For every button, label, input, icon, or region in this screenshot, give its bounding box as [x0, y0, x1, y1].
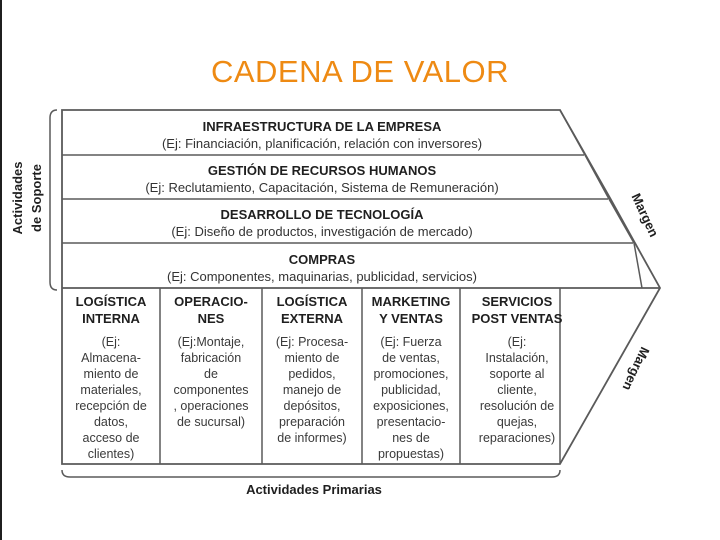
slide-title: CADENA DE VALOR [210, 54, 510, 89]
primary-activity-body-line: acceso de [82, 431, 140, 445]
primary-activity-body-line: cliente, [497, 383, 537, 397]
primary-activity-body-line: presentacio- [376, 415, 446, 429]
primary-activities [75, 294, 562, 461]
primary-activity-body-line: de sucursal) [176, 415, 246, 429]
support-activity-title: COMPRAS [288, 252, 356, 267]
primary-activity-body-line: componentes [173, 383, 249, 397]
primary-activity-body-line: miento de [284, 351, 340, 365]
primary-activity-body-line: depósitos, [283, 399, 341, 413]
support-activity-technology [171, 207, 472, 239]
primary-activity-title-line: EXTERNA [280, 311, 344, 326]
primary-activity-body-line: propuestas) [377, 447, 445, 461]
primary-activity-body-line: , operaciones [173, 399, 249, 413]
margin-label-upper: Margen [628, 190, 662, 240]
primary-activity-body-line: Instalación, [485, 351, 549, 365]
primary-activity-body-line: resolución de [479, 399, 555, 413]
primary-activity-body-line: (Ej: [507, 335, 527, 349]
margin-label-lower: Margen [619, 344, 653, 394]
primary-activity-body-line: manejo de [282, 383, 342, 397]
support-activity-hr [145, 163, 498, 195]
primary-activity-body-line: clientes) [87, 447, 135, 461]
support-activity-procurement [167, 252, 477, 284]
support-activity-title: GESTIÓN DE RECURSOS HUMANOS [207, 163, 437, 178]
primary-activity-body-line: (Ej: Procesa- [275, 335, 349, 349]
primary-activity-body-line: recepción de [75, 399, 147, 413]
primary-activity-body-line: publicidad, [381, 383, 441, 397]
primary-activity-body-line: datos, [93, 415, 129, 429]
primary-activity-body-line: pedidos, [288, 367, 336, 381]
primary-activity-title-line: Y VENTAS [379, 311, 443, 326]
support-activity-infrastructure [162, 119, 482, 151]
primary-activity-body-line: nes de [392, 431, 430, 445]
primary-activity-body-line: quejas, [496, 415, 538, 429]
primary-activity-body-line: de informes) [277, 431, 347, 445]
primary-label: Actividades Primarias [246, 482, 382, 497]
primary-activity-body-line: fabricación [180, 351, 242, 365]
primary-activity-title-line: MARKETING [371, 294, 451, 309]
support-label-line-2: de Soporte [29, 164, 44, 232]
primary-activity-body-line: (Ej: [101, 335, 121, 349]
primary-activity-title-line: POST VENTAS [471, 311, 563, 326]
support-bracket [50, 110, 57, 290]
primary-activity-body-line: soporte al [489, 367, 545, 381]
primary-activity-body-line: materiales, [80, 383, 142, 397]
primary-activity-body-line: (Ej: Fuerza [380, 335, 442, 349]
primary-activity-title-line: SERVICIOS [481, 294, 553, 309]
support-activity-example: (Ej: Reclutamiento, Capacitación, Sistema de Remuneración) [145, 180, 499, 195]
primary-activity-body-line: de [204, 367, 218, 381]
support-label [10, 162, 44, 235]
primary-activity-body-line: promociones, [373, 367, 449, 381]
primary-activity-outbound-logistics [276, 294, 348, 445]
support-activity-example: (Ej: Diseño de productos, investigación de mercado) [171, 224, 473, 239]
support-label-line-1: Actividades [10, 161, 25, 235]
support-activity-title: DESARROLLO DE TECNOLOGÍA [220, 207, 424, 222]
primary-activity-body-line: de ventas, [382, 351, 440, 365]
primary-activity-inbound-logistics [75, 294, 147, 461]
support-activity-title: INFRAESTRUCTURA DE LA EMPRESA [202, 119, 442, 134]
primary-activity-body-line: exposiciones, [373, 399, 449, 413]
primary-activity-title-line: LOGÍSTICA [276, 294, 348, 309]
primary-bracket [62, 470, 560, 477]
support-activity-example: (Ej: Componentes, maquinarias, publicidad, servicios) [167, 269, 477, 284]
primary-activity-body-line: preparación [278, 415, 346, 429]
primary-activity-body-line: (Ej:Montaje, [177, 335, 245, 349]
primary-activity-title-line: LOGÍSTICA [75, 294, 147, 309]
primary-activity-body-line: Almacena- [81, 351, 141, 365]
primary-activity-body-line: reparaciones) [478, 431, 556, 445]
primary-activity-after-sales-service [472, 294, 563, 445]
primary-activity-operations [173, 294, 248, 429]
primary-activity-body-line: miento de [83, 367, 139, 381]
support-activity-example: (Ej: Financiación, planificación, relación con inversores) [161, 136, 483, 151]
primary-activity-marketing-sales [372, 294, 451, 461]
primary-activity-title-line: NES [197, 311, 225, 326]
primary-activity-title-line: OPERACIO- [174, 294, 248, 309]
primary-activity-title-line: INTERNA [82, 311, 140, 326]
